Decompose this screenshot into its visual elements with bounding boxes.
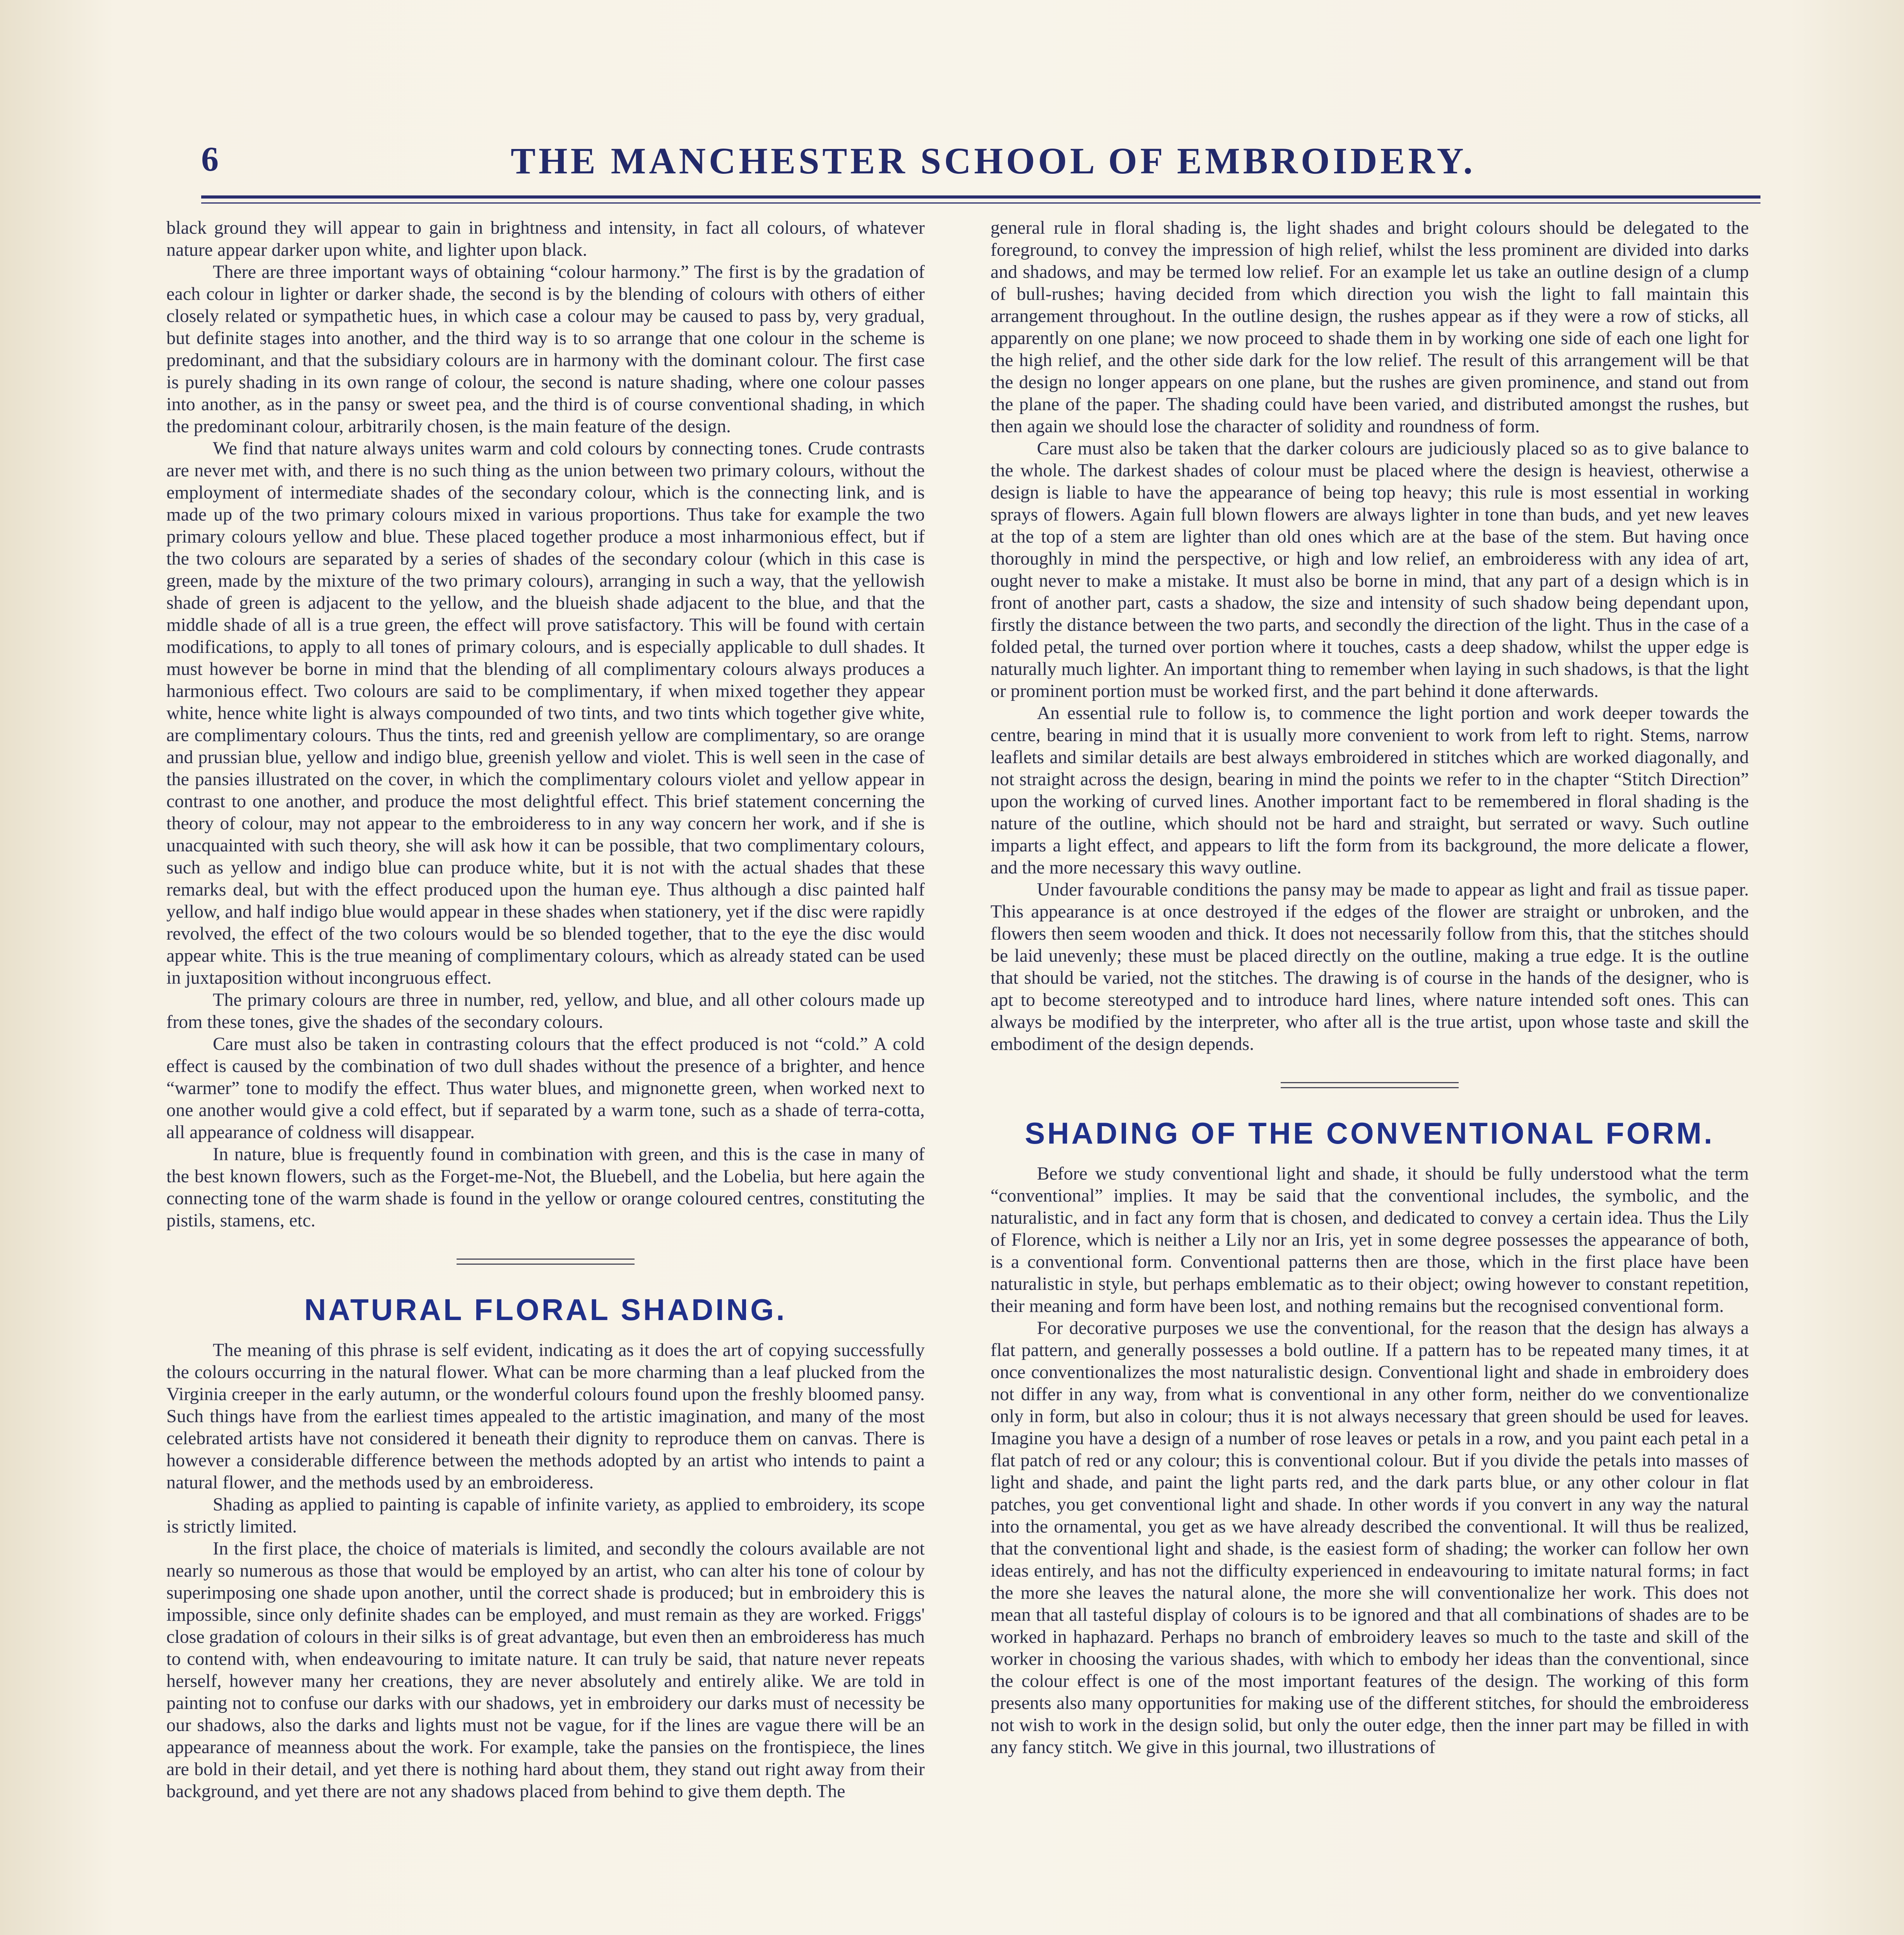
paragraph: Care must also be taken in contrasting colours that the effect produced is not “cold.” A cold effect is caused by the combination of two dull shades without the presence of a brighter, and hence “warmer” tone to modify the effect. Thus water blues, and mignonette green, when worked next to one another would give a cold effect, but if separated by a warm tone, such as a shade of terra-cotta, all appearance of coldness will disappear. (166, 1034, 925, 1142)
paragraph: Shading as applied to painting is capable of infinite variety, as applied to embroidery, its scope is strictly limited. (166, 1494, 925, 1537)
paragraph: An essential rule to follow is, to commence the light portion and work deeper towards the centre, bearing in mind that it is usually more convenient to work from left to right. Stems, narrow leaflets and similar details are best always embroidered in stitches which are worked diagonally, and not straight across the design, bearing in mind the points we refer to in the chapter “Stitch Direction” upon the working of curved lines. Another important fact to be remembered in floral shading is the nature of the outline, which should not be hard and straight, but serrated or wavy. Such outline imparts a light effect, and appears to lift the form from its background, the more delicate a flower, and the more necessary this wavy outline. (990, 703, 1749, 878)
header-rule (201, 195, 1760, 204)
paragraph: There are three important ways of obtaining “colour harmony.” The first is by the gradation of each colour in lighter or darker shade, the second is by the blending of colours with others of either closely related or sympathetic hues, in which case a colour may be caused to pass by, very gradual, but definite stages into another, and the third way is to so arrange that one colour in the scheme is predominant, and that the subsidiary colours are in harmony with the dominant colour. The first case is purely shading in its own range of colour, the second is nature shading, where one colour passes into another, as in the pansy or sweet pea, and the third is of course conventional shading, in which the predominant colour, arbitrarily chosen, is the main feature of the design. (166, 262, 925, 437)
paragraph: In nature, blue is frequently found in combination with green, and this is the case in many of the best known flowers, such as the Forget-me-Not, the Bluebell, and the Lobelia, but here again the connecting tone of the warm shade is found in the yellow or orange coloured centres, constituting the pistils, stamens, etc. (166, 1144, 925, 1231)
section-divider (1281, 1082, 1459, 1088)
section-heading-natural-floral-shading: NATURAL FLORAL SHADING. (304, 1293, 787, 1327)
left-column (166, 217, 925, 1935)
paragraph: general rule in floral shading is, the light shades and bright colours should be delegated to the foreground, to convey the impression of high relief, whilst the less prominent are divided into darks and shadows, and may be termed low relief. For an example let us take an outline design of a clump of bull-rushes; having decided from which direction you wish the light to fall maintain this arrangement throughout. In the outline design, the rushes appear as if they were a row of sticks, all apparently on one plane; we now proceed to shade them in by working one side of each one light for the high relief, and the other side dark for the low relief. The result of this arrangement will be that the design no longer appears on one plane, but the rushes are given prominence, and stand out from the plane of the paper. The shading could have been varied, and distributed amongst the rushes, but then again we should lose the character of solidity and roundness of form. (990, 217, 1749, 437)
page-header (201, 139, 1760, 190)
page-number: 6 (201, 140, 219, 178)
paragraph: black ground they will appear to gain in brightness and intensity, in fact all colours, of whatever nature appear darker upon white, and lighter upon black. (166, 217, 925, 260)
paragraph: In the first place, the choice of materials is limited, and secondly the colours available are not nearly so numerous as those that would be employed by an artist, who can alter his tone of colour by superimposing one shade upon another, until the correct shade is produced; but in embroidery this is impossible, since only definite shades can be employed, and must remain as they are worked. Friggs' close gradation of colours in their silks is of great advantage, but even then an embroideress has much to contend with, when endeavouring to imitate nature. It can truly be said, that nature never repeats herself, however many her creations, they are never absolutely and entirely alike. We are told in painting not to confuse our darks with our shadows, yet in embroidery our darks must of necessity be our shadows, also the darks and lights must not be vague, for if the lines are vague there will be an appearance of meanness about the work. For example, take the pansies on the frontispiece, the lines are bold in their detail, and yet there is nothing hard about them, they stand out right away from their background, and yet there are not any shadows placed from behind to give them depth. The (166, 1538, 925, 1801)
running-title: THE MANCHESTER SCHOOL OF EMBROIDERY. (511, 140, 1476, 182)
paragraph: We find that nature always unites warm and cold colours by connecting tones. Crude contrasts are never met with, and there is no such thing as the union between two primary colours, without the employment of intermediate shades of the secondary colour, which is the connecting link, and is made up of the two primary colours mixed in various proportions. Thus take for example the two primary colours yellow and blue. These placed together produce a most inharmonious effect, but if the two colours are separated by a series of shades of the secondary colour (which in this case is green, made by the mixture of the two primary colours), arranging in such a way, that the yellowish shade of green is adjacent to the yellow, and the blueish shade adjacent to the blue, and that the middle shade of all is a true green, the effect will prove satisfactory. This will be found with certain modifications, to apply to all tones of primary colours, and is especially applicable to dull shades. It must however be borne in mind that the blending of all complimentary colours always produces a harmonious effect. Two colours are said to be complimentary, if when mixed together they appear white, hence white light is always compounded of two tints, and two tints which together give white, are complimentary colours. Thus the tints, red and greenish yellow are complimentary, so are orange and prussian blue, yellow and indigo blue, greenish yellow and violet. This is well seen in the case of the pansies illustrated on the cover, in which the complimentary colours violet and yellow appear in contrast to one another, and produce the most delightful effect. This brief statement concerning the theory of colour, may not appear to the embroideress to in any way concern her work, and if she is unacquainted with such theory, she will ask how it can be possible, that two complimentary colours, such as yellow and indigo blue can produce white, but it is not with the actual shades that these remarks deal, but with the effect produced upon the human eye. Thus although a disc painted half yellow, and half indigo blue would appear in these shades when stationery, yet if the disc were rapidly revolved, the effect of the two colours would be so blended together, that to the eye the disc would appear white. This is the true meaning of complimentary colours, which as already stated can be used in juxtaposition without incongruous effect. (166, 438, 925, 988)
paragraph: Before we study conventional light and shade, it should be fully understood what the term “conventional” implies. It may be said that the conventional includes, the symbolic, and the naturalistic, and in fact any form that is chosen, and dedicated to convey a certain idea. Thus the Lily of Florence, which is neither a Lily nor an Iris, yet in some degree possesses the appearance of both, is a conventional form. Conventional patterns then are those, which in the first place have been naturalistic in style, but perhaps emblematic as to their object; owing however to constant repetition, their meaning and form have been lost, and nothing remains but the recognised conventional form. (990, 1163, 1749, 1316)
right-column (990, 217, 1749, 1935)
paragraph: Care must also be taken that the darker colours are judiciously placed so as to give balance to the whole. The darkest shades of colour must be placed where the design is heaviest, otherwise a design is liable to have the appearance of being top heavy; this rule is most essential in working sprays of flowers. Again full blown flowers are always lighter in tone than buds, and yet new leaves at the top of a stem are lighter than old ones which are at the base of the stem. But having once thoroughly in mind the perspective, or high and low relief, an embroideress with any idea of art, ought never to make a mistake. It must also be borne in mind, that any part of a design which is in front of another part, casts a shadow, the size and intensity of such shadow being dependant upon, firstly the distance between the two parts, and secondly the direction of the light. Thus in the case of a folded petal, the turned over portion where it touches, casts a deep shadow, whilst the upper edge is naturally much lighter. An important thing to remember when laying in such shadows, is that the light or prominent portion must be worked first, and the part behind it done afterwards. (990, 438, 1749, 701)
paragraph: The meaning of this phrase is self evident, indicating as it does the art of copying successfully the colours occurring in the natural flower. What can be more charming than a leaf plucked from the Virginia creeper in the early autumn, or the wonderful colours found upon the freshly bloomed pansy. Such things have from the earliest times appealed to the artistic imagination, and many of the most celebrated artists have not considered it beneath their dignity to reproduce them on canvas. There is however a considerable difference between the methods adopted by an artist who intends to paint a natural flower, and the methods used by an embroideress. (166, 1340, 925, 1493)
paragraph: The primary colours are three in number, red, yellow, and blue, and all other colours made up from these tones, give the shades of the secondary colours. (166, 990, 925, 1032)
section-divider (457, 1259, 635, 1265)
paragraph: Under favourable conditions the pansy may be made to appear as light and frail as tissue paper. This appearance is at once destroyed if the edges of the flower are straight or unbroken, and the flowers then seem wooden and thick. It does not necessarily follow from this, that the stitches should be laid unevenly; these must be placed directly on the outline, making a true edge. It is the outline that should be varied, not the stitches. The drawing is of course in the hands of the designer, who is apt to become stereotyped and to introduce hard lines, where nature intended soft ones. This can always be modified by the interpreter, who after all is the true artist, upon whose taste and skill the embodiment of the design depends. (990, 879, 1749, 1054)
paragraph: For decorative purposes we use the conventional, for the reason that the design has always a flat pattern, and generally possesses a bold outline. If a pattern has to be repeated many times, it at once conventionalizes the most naturalistic design. Conventional light and shade in embroidery does not differ in any way, from what is conventional in any other form, neither do we conventionalize only in form, but also in colour; thus it is not always necessary that green should be used for leaves. Imagine you have a design of a number of rose leaves or petals in a row, and you paint each petal in a flat patch of red or any colour; this is conventional colour. But if you divide the petals into masses of light and shade, and paint the light parts red, and the dark parts blue, or any other colour in flat patches, you get conventional light and shade. In other words if you convert in any way the natural into the ornamental, you get as we have already described the conventional. It will thus be realized, that the conventional light and shade, is the easiest form of shading; the worker can follow her own ideas entirely, and has not the difficulty experienced in endeavouring to imitate natural forms; in fact the more she leaves the natural alone, the more she will conventionalize her work. This does not mean that all tasteful display of colours is to be ignored and that all combinations of shades are to be worked in haphazard. Perhaps no branch of embroidery leaves so much to the taste and skill of the worker in choosing the various shades, with which to embody her ideas than the conventional, since the colour effect is one of the most important features of the design. The working of this form presents also many opportunities for making use of the different stitches, for should the embroideress not wish to work in the design solid, but only the outer edge, then the inner part may be filled in with any fancy stitch. We give in this journal, two illustrations of (990, 1318, 1749, 1757)
section-heading-conventional-form: SHADING OF THE CONVENTIONAL FORM. (1025, 1116, 1715, 1150)
